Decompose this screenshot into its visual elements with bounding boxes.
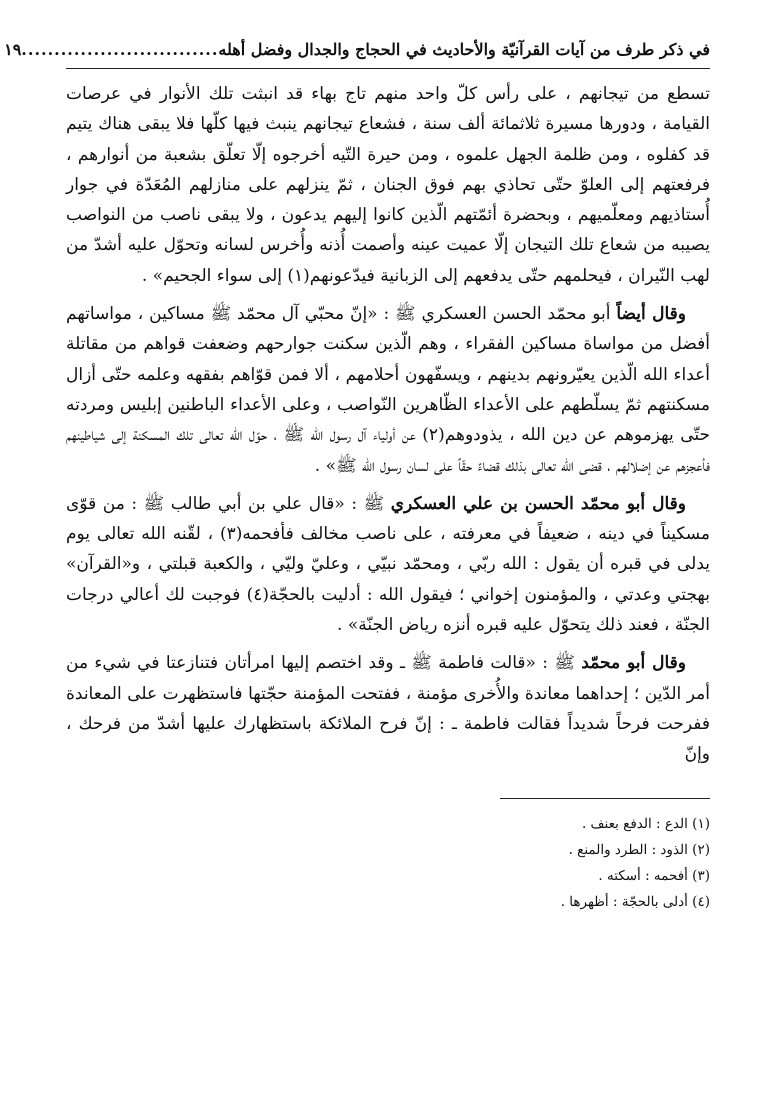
footnote: (١) الدع : الدفع بعنف . [581,815,710,832]
body-text [66,79,710,770]
paragraph-text: تسطع من تيجانهم ، على رأس كلّ واحد منهم تاج بهاء قد انبثت تلك الأنوار في عرصات القيامة ، ودورها مسيرة ثلاثمائة ألف سنة ، فشعاع تيجانهم ينبث فيها كلّها فلا يبقى هناك يتيم قد كفلوه ، ومن ظلمة الجهل علموه ، ومن حيرة التّيه أخرجوه إلّا تعلّق بشعبة من أنوارهم ، فرفعتهم إلى العلوّ حتّى تحاذي بهم فوق الجنان ، ثمّ ينزلهم على منازلهم المُعَدّة في جوار أُستاذيهم ومعلّميهم ، وبحضرة أئمّتهم الّذين كانوا إليهم يدعون ، ولا يبقى ناصب من النواصب يصيبه من شعاع تلك التيجان إلّا عميت عينه وأصمت أُذنه وأُخرس لسانه وتحوّل عليه أشدّ من لهب النّيران ، فيحلمهم حتّى يدفعهم إلى الزبانية فيدّعونهم(١) إلى سواء الجحيم» . [66,84,710,286]
paragraph-text: ﷺ : «قال علي بن أبي طالب ﷺ : من قوّى مسكيناً في دينه ، ضعيفاً في معرفته ، على ناصب مخالف فأفحمه(٣) ، لقّنه الله تعالى يوم يدلى في قبره أن يقول : الله ربّي ، ومحمّد نبيّي ، وعليّ وليّي ، والكعبة قبلتي ، و«القرآن» بهجتي وعدتي ، والمؤمنون إخواني ؛ فيقول الله : أدليت بالحجّة(٤) فوجبت لك أعالي درجات الجنّة ، فعند ذلك يتحوّل عليه قبره أنزه رياض الجنّة» . [66,493,710,636]
running-header [4,38,710,69]
paragraph-speaker: وقال أبو محمّد الحسن بن علي العسكري [390,493,687,514]
paragraph [66,489,710,640]
header-leader-dots: .............................. [21,40,219,59]
footnote-divider [500,798,710,799]
paragraph [66,79,710,291]
paragraph-text: أبو محمّد الحسن العسكري ﷺ : «إنّ محبّي آل محمّد ﷺ مساكين ، مواساتهم أفضل من مواساة مساكين الفقراء ، وهم الّذين سكنت جوارحهم وضعفت قواهم من مقاتلة أعداء الله الّذين يعيّرونهم بدينهم ، ويسفّهون أحلامهم ، ألا فمن قوّاهم بفقهه وعلمه حتّى أزال مسكنتهم ثمّ يسلّطهم على الأعداء الظّاهرين النّواصب ، وعلى الأعداء الباطنين إبليس ومردته حتّى يهزموهم عن دين الله ، يذودوهم(٢) عن أولياء آل رسول الله ﷺ ، حوّل الله تعالى تلك المسكنة إلى شياطينهم فأعجزهم عن إضلالهم ، قضى الله تعالى بذلك قضاءً حقّاً على لسان رسول الله ﷺ» . [66,304,711,476]
paragraph [66,648,710,769]
page-number: ١٩ [4,40,22,59]
footnotes [66,811,710,915]
footnote: (٤) أدلى بالحجّة : أظهرها . [560,893,710,910]
footnote: (٢) الذود : الطرد والمنع . [568,841,710,858]
footnote: (٣) أفحمه : أسكته . [598,867,710,884]
paragraph-text: ﷺ : «قالت فاطمة ﷺ ـ وقد اختصم إليها امرأتان فتنازعتا في شيء من أمر الدّين ؛ إحداهما معاندة والأُخرى مؤمنة ، ففتحت المؤمنة حجّتها فاستظهرت على المعاندة ففرحت فرحاً شديداً فقالت فاطمة ـ : إنّ فرح الملائكة باستظهارك عليها أشدّ من فرحك ، وإنّ [66,653,710,765]
paragraph-speaker: وقال أيضاً [616,304,686,325]
header-title: في ذكر طرف من آيات القرآنيّة والأحاديث في الحجاج والجدال وفضل أهله [218,40,710,59]
paragraph-speaker: وقال أبو محمّد [581,653,686,674]
paragraph [66,299,710,481]
